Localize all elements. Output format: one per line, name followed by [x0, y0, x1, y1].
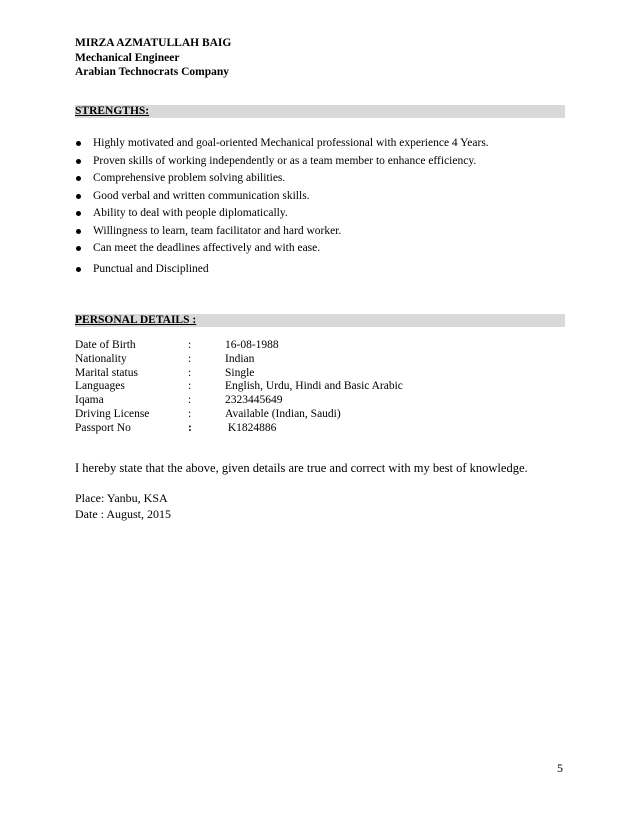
list-item: Can meet the deadlines affectively and with ease.	[75, 240, 489, 258]
personal-details-heading: PERSONAL DETAILS :	[75, 314, 197, 326]
detail-row-marital-status	[75, 367, 555, 381]
detail-value: Indian	[225, 352, 255, 365]
personal-details-table	[75, 339, 555, 436]
resume-header	[75, 36, 231, 80]
detail-colon: :	[188, 380, 192, 393]
detail-colon: :	[188, 421, 192, 434]
candidate-name: MIRZA AZMATULLAH BAIG	[75, 37, 232, 49]
list-item: Proven skills of working independently or as a team member to enhance efficiency.	[75, 153, 489, 171]
declaration-date: Date : August, 2015	[75, 507, 171, 521]
list-item: Ability to deal with people diplomatically.	[75, 205, 489, 223]
detail-row-passport	[75, 422, 555, 436]
detail-colon: :	[188, 407, 192, 420]
bullet-icon	[76, 159, 81, 164]
detail-value: English, Urdu, Hindi and Basic Arabic	[225, 380, 403, 393]
detail-value: Available (Indian, Saudi)	[225, 407, 341, 420]
bullet-icon	[76, 267, 81, 272]
detail-colon: :	[188, 366, 192, 379]
list-item: Punctual and Disciplined	[75, 261, 489, 279]
detail-label: Nationality	[75, 352, 127, 365]
strengths-list	[75, 135, 489, 278]
detail-colon: :	[188, 352, 192, 365]
detail-colon: :	[188, 339, 192, 351]
detail-label: Passport No	[75, 421, 131, 434]
page-number: 5	[557, 761, 563, 775]
bullet-icon	[76, 194, 81, 199]
list-item: Willingness to learn, team facilitator and hard worker.	[75, 223, 489, 241]
list-item: Good verbal and written communication skills.	[75, 188, 489, 206]
candidate-title: Mechanical Engineer	[75, 51, 180, 64]
bullet-icon	[76, 246, 81, 251]
detail-label: Iqama	[75, 394, 104, 407]
list-item: Highly motivated and goal-oriented Mechanical professional with experience 4 Years.	[75, 135, 489, 153]
detail-label: Driving License	[75, 407, 150, 420]
detail-row-iqama	[75, 394, 555, 408]
detail-value: K1824886	[225, 421, 277, 434]
list-item: Comprehensive problem solving abilities.	[75, 170, 489, 188]
detail-value: Single	[225, 366, 255, 379]
personal-details-heading-bar	[75, 314, 565, 327]
declaration-statement: I hereby state that the above, given details are true and correct with my best of knowledge.	[75, 461, 528, 475]
declaration-place: Place: Yanbu, KSA	[75, 491, 168, 505]
bullet-icon	[76, 176, 81, 181]
strengths-heading: STRENGTHS:	[75, 105, 150, 117]
candidate-company: Arabian Technocrats Company	[75, 66, 229, 78]
detail-label: Date of Birth	[75, 339, 136, 351]
declaration-place-date	[75, 490, 171, 522]
detail-row-dob	[75, 339, 555, 353]
detail-colon: :	[188, 394, 192, 407]
detail-row-nationality	[75, 353, 555, 367]
strengths-heading-bar	[75, 105, 565, 118]
detail-value: 2323445649	[225, 394, 283, 407]
detail-label: Marital status	[75, 366, 138, 379]
detail-value: 16-08-1988	[225, 339, 279, 351]
bullet-icon	[76, 229, 81, 234]
detail-row-driving-license	[75, 408, 555, 422]
bullet-icon	[76, 211, 81, 216]
bullet-icon	[76, 141, 81, 146]
detail-row-languages	[75, 380, 555, 394]
detail-label: Languages	[75, 380, 125, 393]
